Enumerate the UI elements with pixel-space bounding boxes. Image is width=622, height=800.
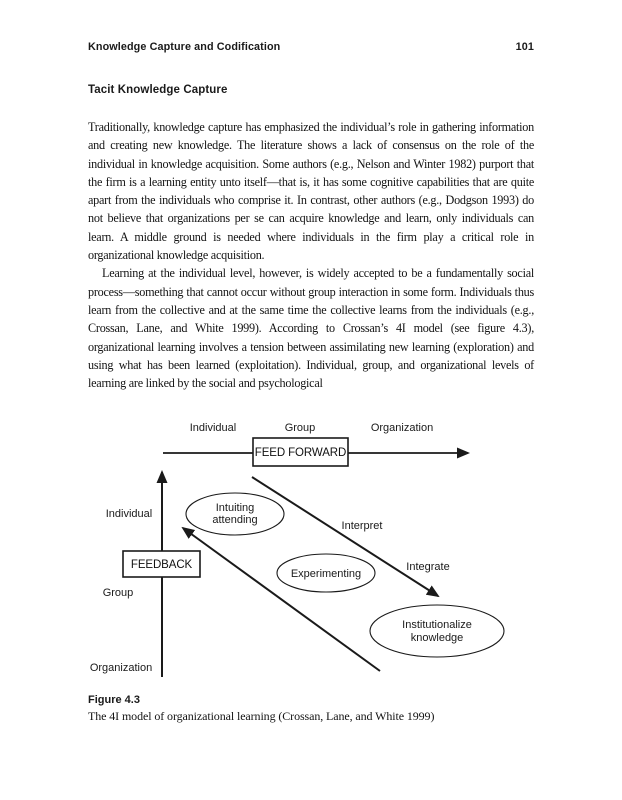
left-axis-label-group: Group xyxy=(102,587,134,599)
intuiting-label-line1: Intuiting xyxy=(215,502,255,514)
feed-forward-box-label: FEED FORWARD xyxy=(254,447,347,459)
feedback-box-label: FEEDBACK xyxy=(130,559,193,571)
figure-label: Figure 4.3 xyxy=(88,694,140,706)
intuiting-label-line2: attending xyxy=(212,514,258,526)
figure-4-3-diagram xyxy=(80,418,560,690)
paragraph-1: Traditionally, knowledge capture has emphasized the individual’s role in gathering information and creating new knowledge. The literature shows a lack of consensus on the role of the individual in knowledge acquisition. Some authors (e.g., Nelson and Winter 1982) purport that the firm is a learning entity unto itself—that is, it has some cognitive capabilities that are quite apart from the individuals who comprise it. In contrast, other authors (e.g., Dodgson 1993) do not believe that organizations per se can acquire knowledge and learn, only individuals can learn. A middle ground is needed where individuals in the firm play a critical role in organizational knowledge acquisition. xyxy=(88,120,534,263)
paragraph-2: Learning at the individual level, however, is widely accepted to be a fundamentally social process—something that cannot occur without group interaction in some form. Individuals thus learn from the collective and at the same time the collective learns from the individuals (e.g., Crossan, Lane, and White 1999). According to Crossan’s 4I model (see figure 4.3), organizational learning involves a tension between assimilating new learning (exploration) and using what has been learned (exploitation). Individual, group, and organizational levels of learning are linked by the social and psychological xyxy=(88,266,534,391)
integrate-label: Integrate xyxy=(406,561,450,573)
experimenting-label: Experimenting xyxy=(290,568,362,580)
body-text xyxy=(88,118,534,392)
left-axis-label-organization: Organization xyxy=(89,662,153,674)
institutionalize-label-line2: knowledge xyxy=(410,632,464,644)
running-head-title: Knowledge Capture and Codification xyxy=(88,41,281,53)
page-number: 101 xyxy=(515,41,534,53)
interpret-label: Interpret xyxy=(341,520,383,532)
ellipse-institutionalize-knowledge xyxy=(370,605,504,657)
top-axis-label-group: Group xyxy=(284,422,316,434)
feedback-diagonal-arrow xyxy=(183,528,380,671)
running-head xyxy=(88,41,534,53)
figure-caption: The 4I model of organizational learning (Crossan, Lane, and White 1999) xyxy=(88,709,435,723)
diagram-canvas xyxy=(80,418,560,690)
left-axis-label-individual: Individual xyxy=(105,508,153,520)
top-axis-label-organization: Organization xyxy=(370,422,434,434)
top-axis-label-individual: Individual xyxy=(189,422,237,434)
section-heading: Tacit Knowledge Capture xyxy=(88,84,228,96)
institutionalize-label-line1: Institutionalize xyxy=(402,619,472,631)
